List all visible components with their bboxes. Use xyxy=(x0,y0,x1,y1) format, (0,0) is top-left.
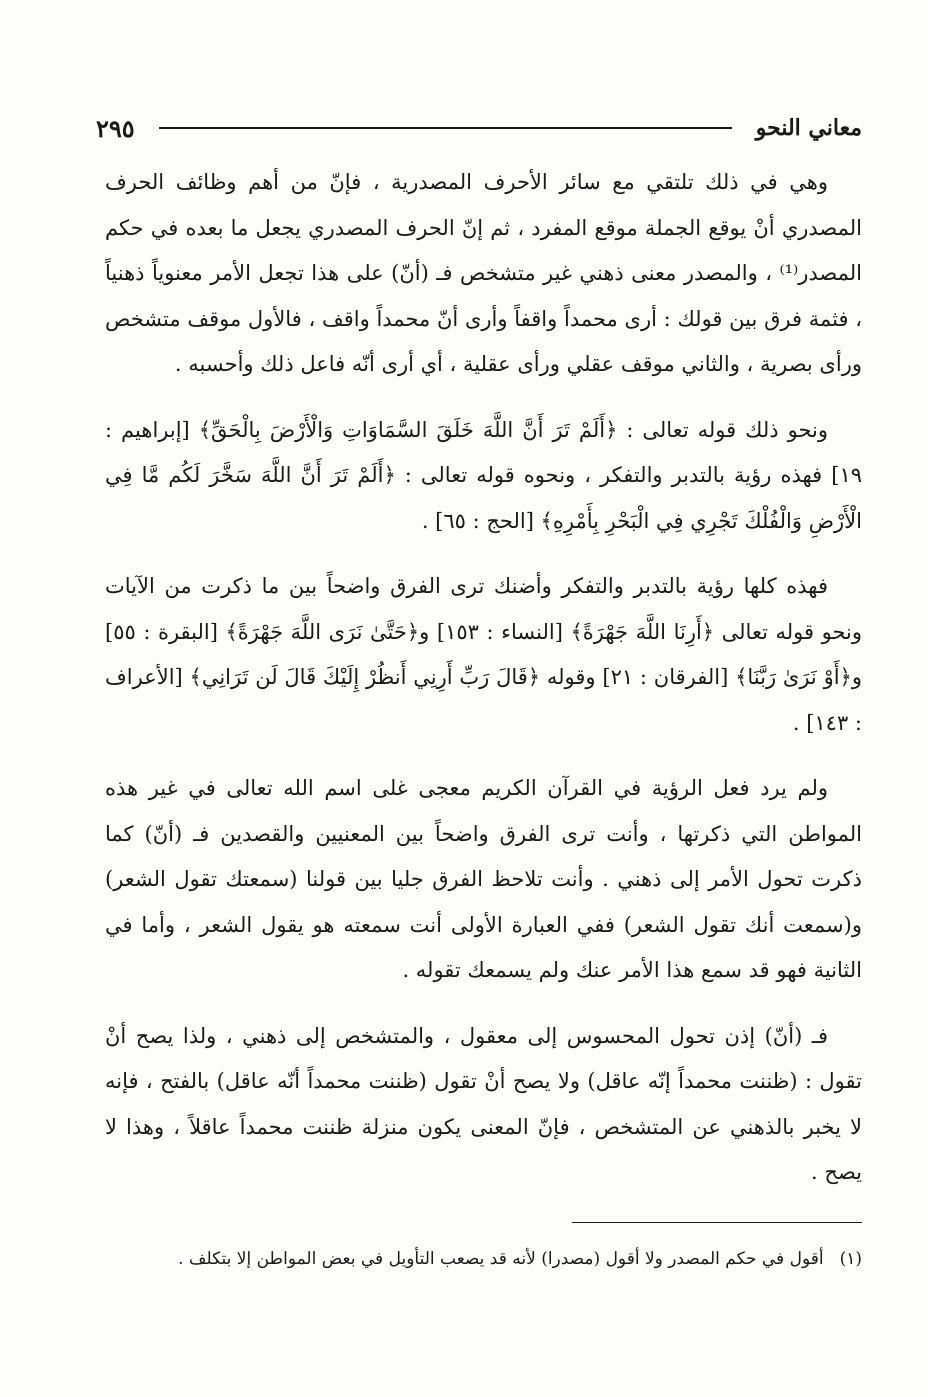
paragraph-2: ونحو ذلك قوله تعالى : ﴿أَلَمْ تَرَ أَنَّ اللَّهَ خَلَقَ السَّمَاوَاتِ وَالْأَرْضَ بِالْحَقِّ﴾ [إبراهيم : ١٩] فهذه رؤية بالتدبر والتفكر ، ونحوه قوله تعالى : ﴿أَلَمْ تَرَ أَنَّ اللَّهَ سَخَّرَ لَكُم مَّا فِي الْأَرْضِ وَالْفُلْكَ تَجْرِي فِي الْبَحْرِ بِأَمْرِهِ﴾ [الحج : ٦٥] . xyxy=(105,417,862,533)
page-number: ٢٩٥ xyxy=(96,113,135,143)
paragraph-4: ولم يرد فعل الرؤية في القرآن الكريم معجى غلى اسم الله تعالى في غير هذه المواطن التي ذكرتها ، وأنت ترى الفرق واضحاً بين المعنيين والقصدين فـ (أنّ) كما ذكرت تحول الأمر إلى ذهني . وأنت تلاحظ الفرق جليا بين قولنا (سمعتك تقول الشعر) و(سمعت أنك تقول الشعر) ففي العبارة الأولى أنت سمعته هو يقول الشعر ، وأما في الثانية فهو قد سمع هذا الأمر عنك ولم يسمعك تقوله . xyxy=(105,776,862,982)
running-title: معاني النحو xyxy=(755,115,862,141)
paragraph-3: فهذه كلها رؤية بالتدبر والتفكر وأضنك ترى الفرق واضحاً بين ما ذكرت من الآيات ونحو قوله تعالى ﴿أَرِنَا اللَّهَ جَهْرَةً﴾ [النساء : ١٥٣] و﴿حَتَّىٰ نَرَى اللَّهَ جَهْرَةً﴾ [البقرة : ٥٥] و﴿أَوْ نَرَىٰ رَبَّنَا﴾ [الفرقان : ٢١] وقوله ﴿قَالَ رَبِّ أَرِنِي أَنظُرْ إِلَيْكَ قَالَ لَن تَرَانِي﴾ [الأعراف : ١٤٣] . xyxy=(105,574,862,735)
page-header xyxy=(96,108,862,148)
page-body xyxy=(105,160,862,1210)
footnote-separator xyxy=(572,1222,862,1223)
footnote xyxy=(105,1242,862,1276)
footnote-number: (١) xyxy=(839,1249,862,1269)
footnote-text: أقول في حكم المصدر ولا أقول (مصدرا) لأنه قد يصعب التأويل في بعض المواطن إلا بتكلف . xyxy=(178,1249,824,1269)
paragraph-1: وهي في ذلك تلتقي مع سائر الأحرف المصدرية ، فإنّ من أهم وظائف الحرف المصدري أنْ يوقع الجملة موقع المفرد ، ثم إنّ الحرف المصدري يجعل ما بعده في حكم المصدر⁽¹⁾ ، والمصدر معنى ذهني غير متشخص فـ (أنّ) على هذا تجعل الأمر معنوياً ذهنياً ، فثمة فرق بين قولك : أرى محمداً واقفاً وأرى أنّ محمداً واقف ، فالأول موقف متشخص ورأى بصرية ، والثاني موقف عقلي ورأى عقلية ، أي أرى أنّه فاعل ذلك وأحسبه . xyxy=(105,170,862,376)
header-rule xyxy=(159,127,732,129)
paragraph-5: فـ (أنّ) إذن تحول المحسوس إلى معقول ، والمتشخص إلى ذهني ، ولذا يصح أنْ تقول : (ظننت محمداً إنّه عاقل) ولا يصح أنْ تقول (ظننت محمداً أنّه عاقل) بالفتح ، فإنه لا يخبر بالذهني عن المتشخص ، فإنّ المعنى يكون منزلة ظننت محمداً عاقلاً ، وهذا لا يصح . xyxy=(105,1023,862,1184)
